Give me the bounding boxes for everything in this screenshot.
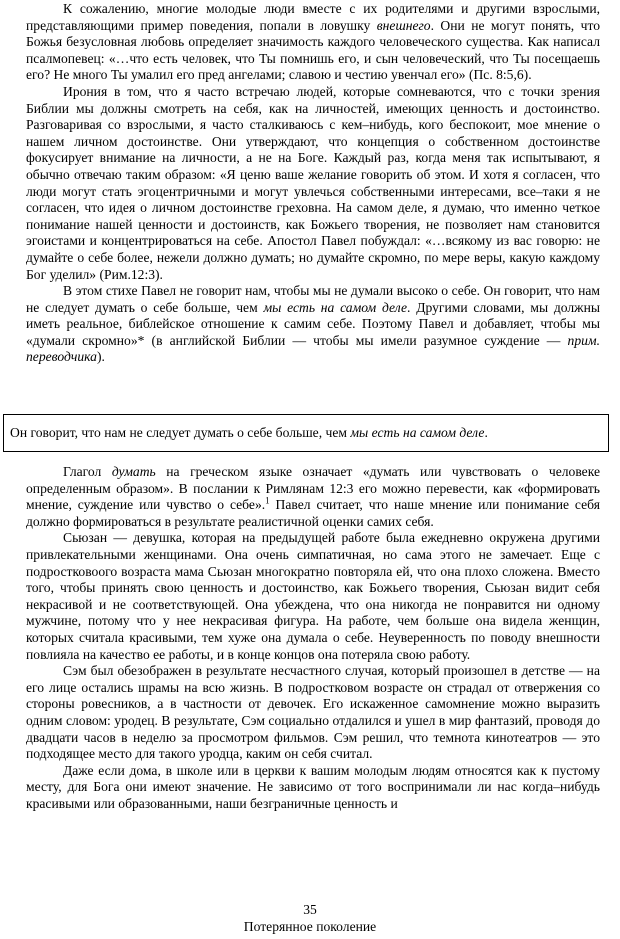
paragraph-4: Глагол думать на греческом языке означает «думать или чувствовать о человеке определенным образом». В послании к Римлянам 12:3 его можно перевести, как «формировать мнение, суждение или чувство о себе».$^1$ Павел считает, что наше мнение или понимание себя должно формироваться в результате реалистичной оценки самих себя. [26, 464, 600, 529]
footnote-ref: 1 [265, 495, 270, 506]
running-footer-title: Потерянное поколение [243, 919, 377, 934]
text-block-top [26, 1, 600, 366]
paragraph-3: В этом стихе Павел не говорит нам, чтобы мы не думали высоко о себе. Он говорит, что нам не следует думать о себе больше, чем мы есть на самом деле. Другими словами, мы должны иметь реальное, библейское отношение к самим себе. Поэтому Павел и добавляет, чтобы мы «думали скромно»* (в английской Библии — чтобы мы имели разумное суждение — прим. переводчика). [26, 283, 600, 365]
text-block-bottom [26, 464, 600, 812]
paragraph-2: Ирония в том, что я часто встречаю людей, которые сомневаются, что с точки зрения Библии мы должны смотреть на себя, как на личностей, имеющих ценность и достоинство. Разговаривая со взрослыми, я часто сталкиваюсь с кем–нибудь, кого беспокоит, мое мнение о нашем личном достоинстве. Они утверждают, что концепция о собственном достоинстве фокусирует внимание на личности, а не на Боге. Каждый раз, когда меня так испытывают, я обычно отвечаю таким образом: «Я ценю ваше желание говорить об этом. И хотя я согласен, что люди могут стать эгоцентричными и могут увлечься собственными интересами, все–таки я не согласен, что идея о личном достоинстве греховна. На самом деле, я думаю, что именно четкое понимание нашей ценности и достоинств, как Божьего творения, не позволяет нам становится эгоистами и концентрироваться на себе. Апостол Павел побуждал: «…всякому из вас говорю: не думайте о себе более, нежели должно думать; но думайте скромно, по мере веры, какую каждому Бог уделил» (Рим.12:3). [26, 83, 600, 282]
paragraph-7: Даже если дома, в школе или в церкви к вашим молодым людям относятся как к пустому месту, для Бога они имеют значение. Не зависимо от того воспринимали ли нас когда–нибудь красивыми или образованными, наши безграничные ценность и [26, 762, 600, 811]
page-number: 35 [303, 902, 317, 917]
paragraph-1: К сожалению, многие молодые люди вместе с их родителями и другими взрослыми, представляющими пример поведения, попали в ловушку внешнего. Они не могут понять, что Божья безусловная любовь определяет значимость каждого человеческого существа. Как написал псалмопевец: «…что есть человек, что Ты помнишь его, и сын человеческий, что Ты посещаешь его? Не много Ты умалил его пред ангелами; славою и честию увенчал его» (Пс. 8:5,6). [26, 1, 601, 83]
paragraph-5: Сьюзан — девушка, которая на предыдущей работе была ежедневно окружена другими привлекательными женщинами. Она очень симпатичная, но сама этого не замечает. Еще с подростковоого возраста мама Сьюзан многократно повторяла ей, что она плохо сложена. Вместо того, чтобы принять свою ценность и достоинство, как Божьего творения, Сьюзан видит себя некрасивой и не соответствующей. Она убеждена, что она никогда не понравится ни одному мужчине, потому что у нее некрасивая фигура. На работе, чем больше она видела женщин, которых считала красивыми, тем хуже она думала о себе. Неуверенность по поводу внешности повлияла на качество ее работы, и в конце концов она потеряла свою работу. [26, 530, 600, 662]
pull-quote-box: Он говорит, что нам не следует думать о себе больше, чем мы есть на самом деле. [3, 414, 609, 452]
paragraph-6: Сэм был обезображен в результате несчастного случая, который произошел в детстве — на его лице остались шрамы на всю жизнь. В подростковом возрасте он страдал от отвержения со стороны ровесников, а в частности от девочек. Его искаженное самомнение можно выразить одним словом: уродец. В результате, Сэм социально отдалился и ушел в мир фантазий, проводя до двадцати часов в неделю за просмотром фильмов. Сэм решил, что темнота кинотеатров — это подходящее место для такого уродца, каким он себя считал. [26, 663, 600, 762]
